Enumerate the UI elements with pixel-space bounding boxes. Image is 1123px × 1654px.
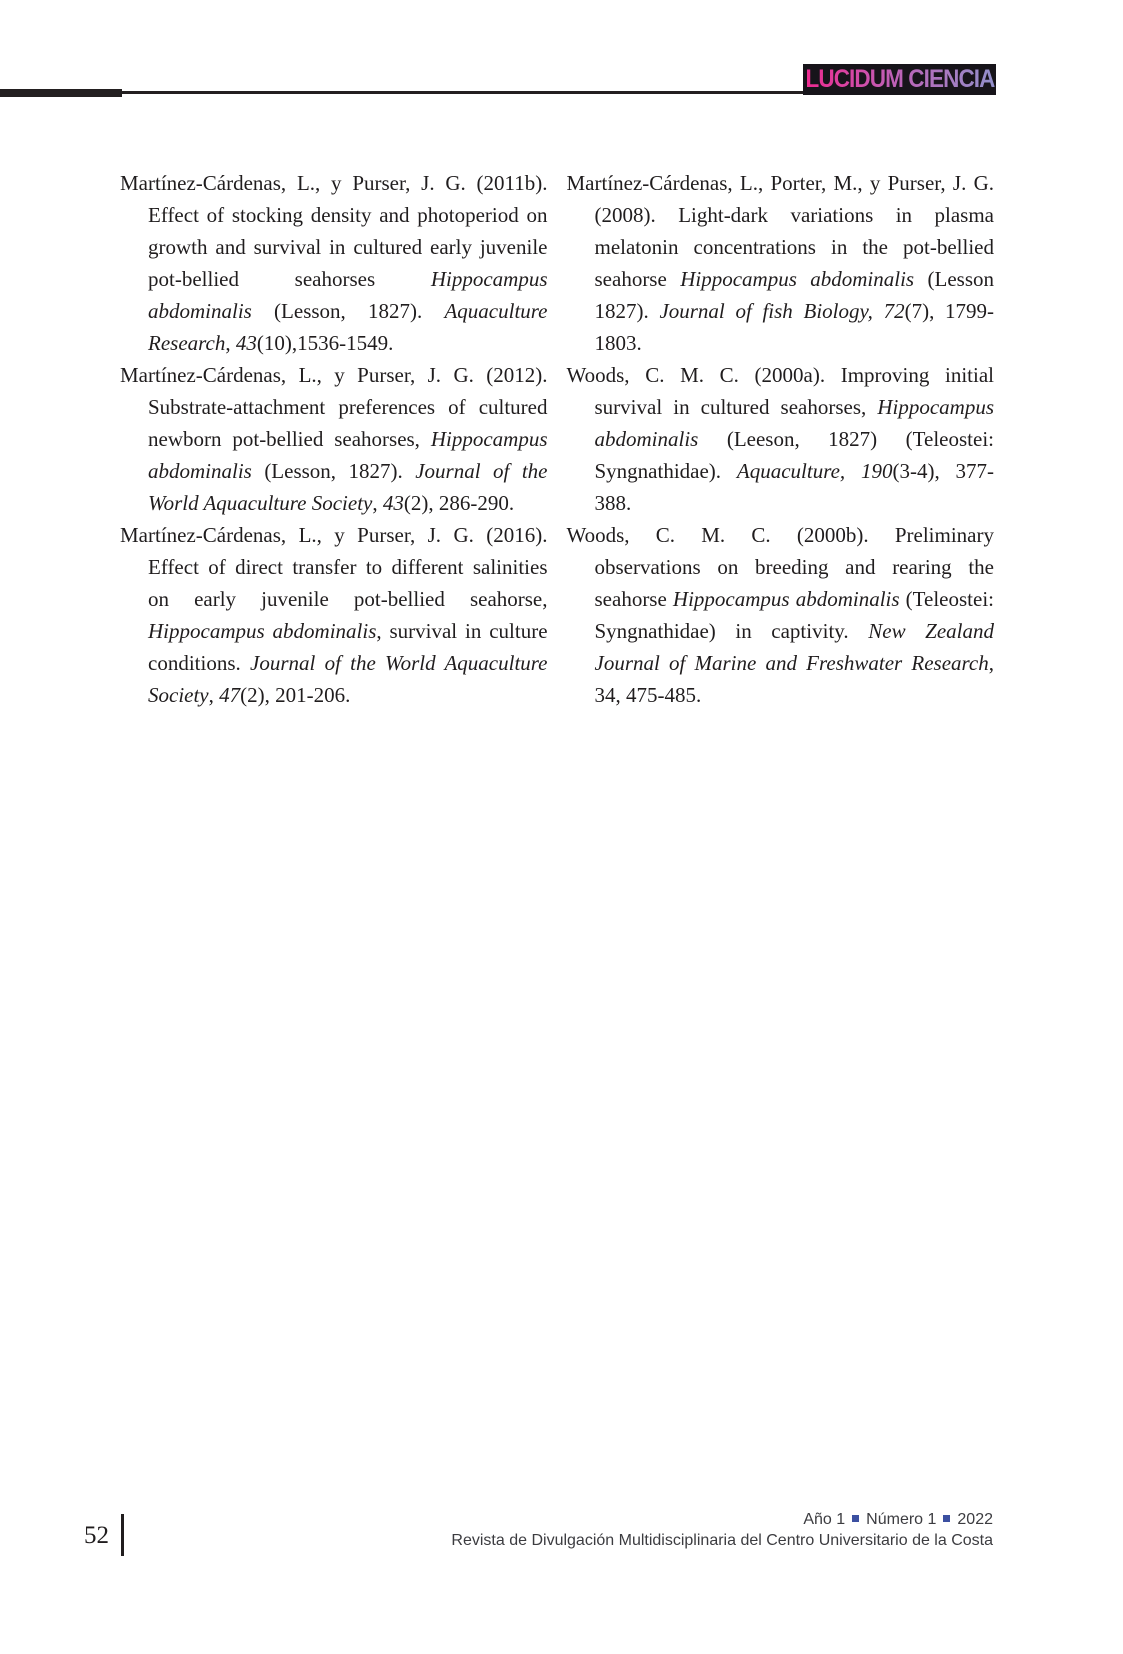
reference-text: (Lesson, 1827). (251, 299, 445, 323)
reference-italic-text: Hippocampus abdominalis (148, 619, 377, 643)
journal-name: Revista de Divulgación Multidisciplinaria del Centro Universitario de la Costa (451, 1532, 993, 1549)
reference-entry (567, 167, 995, 359)
reference-text: (7), 1799-1803. (594, 299, 995, 355)
issue-info (451, 1509, 993, 1530)
issue-info-part: 2022 (957, 1511, 993, 1528)
reference-text: Martínez-Cárdenas, L., y Purser, J. G. (2016). Effect of direct transfer to different salinities on early juvenile pot-bellied seahorse, (120, 523, 548, 611)
reference-italic-text: Aquaculture, 190 (736, 459, 893, 483)
reference-text: (10),1536-1549. (256, 331, 394, 355)
references-column-left (120, 167, 548, 711)
reference-text: (Lesson, 1827). (251, 459, 416, 483)
reference-text: (Lesson 1827). (594, 267, 994, 323)
reference-text: (2), 286-290. (403, 491, 515, 515)
reference-entry (120, 519, 548, 711)
reference-text: , 34, 475-485. (594, 651, 994, 707)
header-rule-thin (122, 91, 803, 94)
reference-text: (Teleostei: Syngnathidae) in captivity. (594, 587, 994, 643)
journal-logo-text: LUCIDUM CIENCIA (805, 65, 994, 93)
page-number-divider (121, 1514, 124, 1556)
reference-text: Martínez-Cárdenas, L., Porter, M., y Purser, J. G. (2008). Light-dark variations in plasma melatonin concentrations in the pot-bellied seahorse (566, 171, 994, 291)
page-number: 52 (84, 1522, 109, 1549)
reference-text: Woods, C. M. C. (2000b). Preliminary observations on breeding and rearing the seahorse (566, 523, 994, 611)
reference-entry (567, 359, 995, 519)
reference-italic-text: Hippocampus abdominalis (672, 587, 900, 611)
header-rule-thick (0, 89, 122, 97)
reference-italic-text: Journal of the World Aquaculture Society (148, 651, 548, 707)
reference-italic-text: Aquaculture Research (148, 299, 548, 355)
square-bullet-icon (852, 1515, 859, 1522)
reference-italic-text: Journal of fish Biology, 72 (659, 299, 905, 323)
reference-italic-text: Hippocampus abdominalis (680, 267, 915, 291)
reference-entry (120, 359, 548, 519)
reference-text: (2), 201-206. (240, 683, 351, 707)
reference-italic-text: 43 (382, 491, 404, 515)
references-section (120, 167, 994, 711)
reference-text: , (208, 683, 220, 707)
issue-info-part: Año 1 (803, 1511, 846, 1528)
reference-italic-text: New Zealand Journal of Marine and Freshwater Research (594, 619, 994, 675)
reference-text: Martínez-Cárdenas, L., y Purser, J. G. (2011b). Effect of stocking density and photoperiod on growth and survival in cultured early juvenile pot-bellied seahorses (120, 171, 548, 291)
reference-text: Woods, C. M. C. (2000a). Improving initial survival in cultured seahorses, (566, 363, 994, 419)
reference-italic-text: Hippocampus abdominalis (148, 427, 548, 483)
reference-italic-text: 43 (235, 331, 257, 355)
square-bullet-icon (943, 1515, 950, 1522)
reference-text: Martínez-Cárdenas, L., y Purser, J. G. (2012). Substrate-attachment preferences of cultured newborn pot-bellied seahorses, (120, 363, 548, 451)
reference-entry (567, 519, 995, 711)
reference-italic-text: 47 (219, 683, 241, 707)
reference-italic-text: Hippocampus abdominalis (148, 267, 548, 323)
issue-info-part: Número 1 (866, 1511, 937, 1528)
reference-italic-text: Hippocampus abdominalis (594, 395, 994, 451)
journal-logo (803, 64, 996, 95)
reference-text: (3-4), 377-388. (594, 459, 994, 515)
reference-text: , (225, 331, 236, 355)
reference-text: , (372, 491, 383, 515)
footer-info (451, 1509, 993, 1551)
reference-text: (Leeson, 1827) (Teleostei: Syngnathidae). (594, 427, 994, 483)
references-column-right (567, 167, 995, 711)
reference-entry (120, 167, 548, 359)
reference-text: , survival in culture conditions. (148, 619, 548, 675)
reference-italic-text: Journal of the World Aquaculture Society (148, 459, 548, 515)
